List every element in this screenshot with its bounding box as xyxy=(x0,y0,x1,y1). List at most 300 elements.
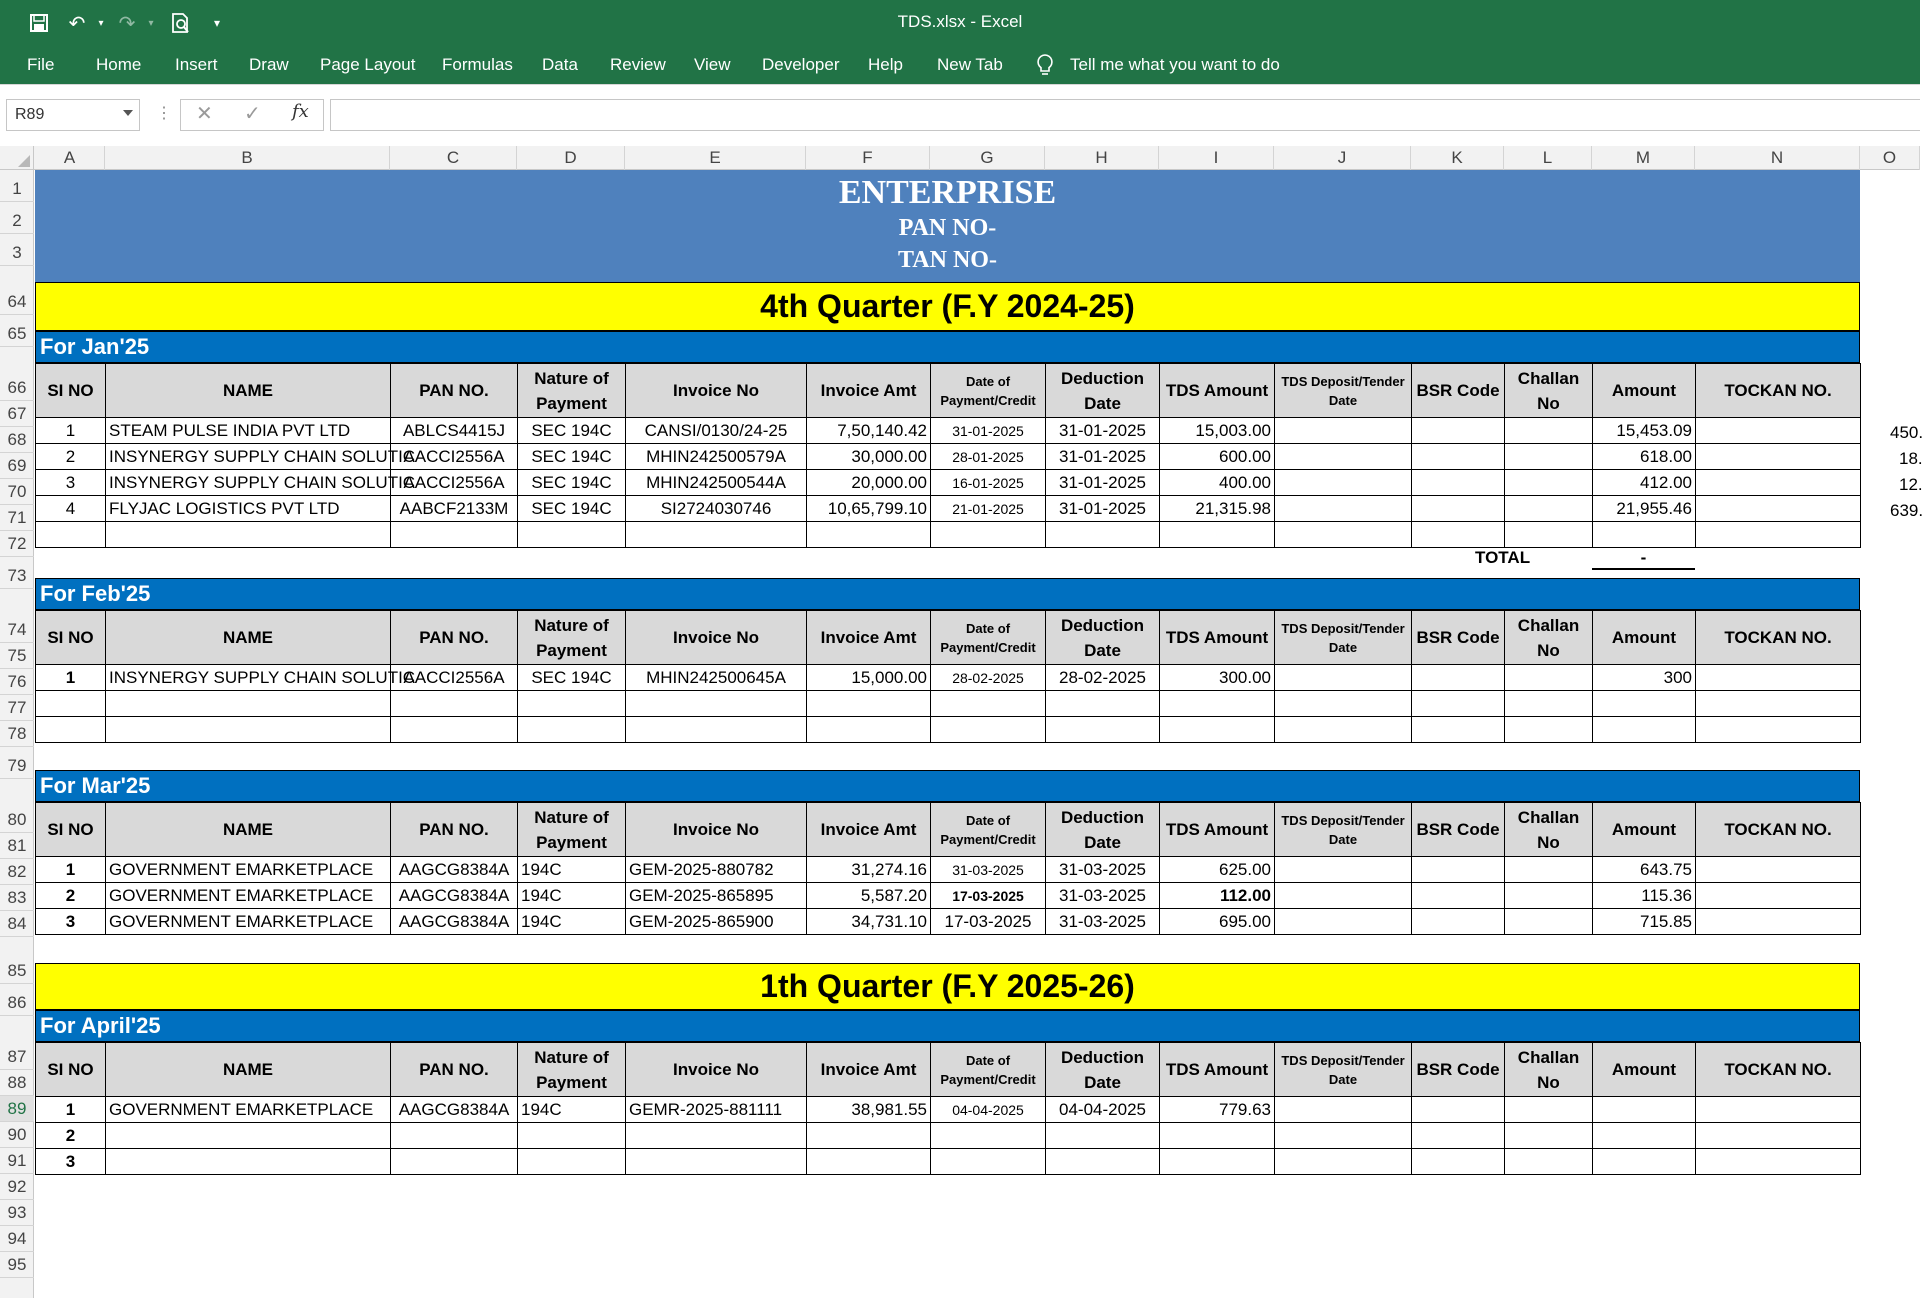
cell-challan-no[interactable] xyxy=(1505,691,1593,717)
cell-date-of-payment[interactable] xyxy=(931,522,1046,548)
cell-deduction-date[interactable]: 31-03-2025 xyxy=(1046,909,1160,935)
cell-date-of-payment[interactable]: 31-01-2025 xyxy=(931,418,1046,444)
month-heading[interactable]: For April'25 xyxy=(35,1010,1860,1042)
customize-toolbar-icon[interactable]: ▾ xyxy=(213,16,221,30)
cell-pan-no[interactable] xyxy=(391,522,518,548)
cell-challan-no[interactable] xyxy=(1505,909,1593,935)
cell-nature-of-payment[interactable]: SEC 194C xyxy=(518,665,626,691)
cell-name[interactable]: FLYJAC LOGISTICS PVT LTD xyxy=(106,496,391,522)
column-header[interactable]: N xyxy=(1695,146,1860,170)
cell-amount[interactable] xyxy=(1593,717,1696,743)
cell-name[interactable] xyxy=(106,1149,391,1175)
cell-bsr-code[interactable] xyxy=(1412,883,1505,909)
cell-tockan-no[interactable] xyxy=(1696,691,1861,717)
cell-deduction-date[interactable] xyxy=(1046,522,1160,548)
cell-amount[interactable]: 412.00 xyxy=(1593,470,1696,496)
column-label-name[interactable]: NAME xyxy=(106,1043,391,1097)
cell-deduction-date[interactable]: 31-01-2025 xyxy=(1046,418,1160,444)
cell-bsr-code[interactable] xyxy=(1412,1097,1505,1123)
cell-si-no[interactable]: 3 xyxy=(36,909,106,935)
cell-amount[interactable]: 643.75 xyxy=(1593,857,1696,883)
row-header[interactable]: 74 xyxy=(0,589,34,643)
row-header[interactable]: 70 xyxy=(0,479,34,505)
cell-invoice-no[interactable] xyxy=(626,522,807,548)
column-header[interactable]: I xyxy=(1159,146,1274,170)
cell-tds-deposit-date[interactable] xyxy=(1275,1097,1412,1123)
overflow-value[interactable]: 12. xyxy=(1899,475,1923,494)
cell-name[interactable]: GOVERNMENT EMARKETPLACE xyxy=(106,909,391,935)
cell-challan-no[interactable] xyxy=(1505,717,1593,743)
cell-invoice-no[interactable] xyxy=(626,691,807,717)
cell-tds-amount[interactable]: 112.00 xyxy=(1160,883,1275,909)
cell-date-of-payment[interactable] xyxy=(931,691,1046,717)
cell-name[interactable]: INSYNERGY SUPPLY CHAIN SOLUTIC xyxy=(106,470,391,496)
cell-nature-of-payment[interactable] xyxy=(518,691,626,717)
cell-amount[interactable]: 15,453.09 xyxy=(1593,418,1696,444)
cell-challan-no[interactable] xyxy=(1505,1149,1593,1175)
row-header[interactable]: 72 xyxy=(0,531,34,557)
column-label-date-of-payment[interactable]: Date of Payment/Credit xyxy=(931,803,1046,857)
cell-amount[interactable] xyxy=(1593,691,1696,717)
cell-pan-no[interactable]: AAGCG8384A xyxy=(391,909,518,935)
cell-invoice-amt[interactable]: 10,65,799.10 xyxy=(807,496,931,522)
cell-invoice-no[interactable]: MHIN242500544A xyxy=(626,470,807,496)
cell-pan-no[interactable] xyxy=(391,717,518,743)
cell-name[interactable] xyxy=(106,1123,391,1149)
cell-tds-amount[interactable]: 400.00 xyxy=(1160,470,1275,496)
column-label-tockan-no[interactable]: TOCKAN NO. xyxy=(1696,611,1861,665)
cell-pan-no[interactable]: AAGCG8384A xyxy=(391,1097,518,1123)
cell-challan-no[interactable] xyxy=(1505,444,1593,470)
select-all-button[interactable] xyxy=(0,146,34,170)
column-label-deduction-date[interactable]: Deduction Date xyxy=(1046,803,1160,857)
cell-deduction-date[interactable]: 28-02-2025 xyxy=(1046,665,1160,691)
cell-tockan-no[interactable] xyxy=(1696,1123,1861,1149)
cell-si-no[interactable]: 1 xyxy=(36,665,106,691)
cell-bsr-code[interactable] xyxy=(1412,691,1505,717)
cell-tds-deposit-date[interactable] xyxy=(1275,1123,1412,1149)
cell-tds-amount[interactable]: 15,003.00 xyxy=(1160,418,1275,444)
column-label-pan-no[interactable]: PAN NO. xyxy=(391,364,518,418)
column-header[interactable]: B xyxy=(105,146,390,170)
cell-name[interactable]: GOVERNMENT EMARKETPLACE xyxy=(106,1097,391,1123)
cell-invoice-amt[interactable]: 7,50,140.42 xyxy=(807,418,931,444)
cell-invoice-amt[interactable]: 38,981.55 xyxy=(807,1097,931,1123)
cell-invoice-no[interactable]: GEM-2025-880782 xyxy=(626,857,807,883)
cell-invoice-no[interactable]: MHIN242500645A xyxy=(626,665,807,691)
cell-tockan-no[interactable] xyxy=(1696,909,1861,935)
row-header[interactable]: 76 xyxy=(0,669,34,695)
cell-tds-deposit-date[interactable] xyxy=(1275,522,1412,548)
cell-amount[interactable] xyxy=(1593,522,1696,548)
tab-help[interactable]: Help xyxy=(868,55,903,74)
cell-bsr-code[interactable] xyxy=(1412,522,1505,548)
cell-challan-no[interactable] xyxy=(1505,883,1593,909)
cell-amount[interactable]: 715.85 xyxy=(1593,909,1696,935)
row-header[interactable]: 92 xyxy=(0,1174,34,1200)
cell-name[interactable]: INSYNERGY SUPPLY CHAIN SOLUTIC xyxy=(106,665,391,691)
column-header[interactable]: M xyxy=(1592,146,1695,170)
row-header[interactable]: 91 xyxy=(0,1148,34,1174)
cell-bsr-code[interactable] xyxy=(1412,909,1505,935)
undo-dropdown-icon[interactable]: ▾ xyxy=(98,17,104,29)
cell-deduction-date[interactable]: 31-01-2025 xyxy=(1046,496,1160,522)
row-header[interactable]: 66 xyxy=(0,347,34,401)
column-label-tds-amount[interactable]: TDS Amount xyxy=(1160,611,1275,665)
cell-tds-amount[interactable]: 600.00 xyxy=(1160,444,1275,470)
cell-tds-amount[interactable] xyxy=(1160,522,1275,548)
cell-bsr-code[interactable] xyxy=(1412,1149,1505,1175)
row-header[interactable]: 83 xyxy=(0,885,34,911)
cell-bsr-code[interactable] xyxy=(1412,717,1505,743)
name-box-dropdown-icon[interactable] xyxy=(123,110,133,116)
cell-amount[interactable]: 115.36 xyxy=(1593,883,1696,909)
row-header[interactable]: 84 xyxy=(0,911,34,937)
column-label-amount[interactable]: Amount xyxy=(1593,364,1696,418)
row-header[interactable]: 89 xyxy=(0,1096,34,1122)
cell-invoice-no[interactable]: GEM-2025-865900 xyxy=(626,909,807,935)
row-header[interactable]: 69 xyxy=(0,453,34,479)
column-label-invoice-amt[interactable]: Invoice Amt xyxy=(807,611,931,665)
column-label-name[interactable]: NAME xyxy=(106,611,391,665)
cell-nature-of-payment[interactable]: SEC 194C xyxy=(518,496,626,522)
row-header[interactable]: 78 xyxy=(0,721,34,747)
tab-view[interactable]: View xyxy=(694,55,731,74)
tab-new-tab[interactable]: New Tab xyxy=(937,55,1003,74)
cell-amount[interactable] xyxy=(1593,1149,1696,1175)
column-label-tds-deposit-date[interactable]: TDS Deposit/Tender Date xyxy=(1275,803,1412,857)
column-header[interactable]: E xyxy=(625,146,806,170)
cell-invoice-no[interactable]: GEM-2025-865895 xyxy=(626,883,807,909)
column-label-bsr-code[interactable]: BSR Code xyxy=(1412,1043,1505,1097)
column-label-tds-deposit-date[interactable]: TDS Deposit/Tender Date xyxy=(1275,364,1412,418)
cancel-icon[interactable]: ✕ xyxy=(196,103,213,125)
overflow-value[interactable]: 18. xyxy=(1899,449,1923,468)
cell-si-no[interactable]: 2 xyxy=(36,883,106,909)
cell-date-of-payment[interactable]: 31-03-2025 xyxy=(931,857,1046,883)
column-label-date-of-payment[interactable]: Date of Payment/Credit xyxy=(931,1043,1046,1097)
row-header[interactable]: 93 xyxy=(0,1200,34,1226)
overflow-value[interactable]: 639. xyxy=(1890,501,1923,520)
row-header[interactable]: 68 xyxy=(0,427,34,453)
tell-me-search[interactable]: Tell me what you want to do xyxy=(1070,55,1280,74)
cell-pan-no[interactable]: AABCF2133M xyxy=(391,496,518,522)
column-label-invoice-amt[interactable]: Invoice Amt xyxy=(807,364,931,418)
cell-tds-deposit-date[interactable] xyxy=(1275,691,1412,717)
cell-date-of-payment[interactable]: 04-04-2025 xyxy=(931,1097,1046,1123)
cell-bsr-code[interactable] xyxy=(1412,1123,1505,1149)
row-header[interactable]: 94 xyxy=(0,1226,34,1252)
cell-si-no[interactable]: 1 xyxy=(36,857,106,883)
column-label-invoice-amt[interactable]: Invoice Amt xyxy=(807,803,931,857)
cell-tds-amount[interactable]: 695.00 xyxy=(1160,909,1275,935)
cell-name[interactable] xyxy=(106,691,391,717)
cell-tds-deposit-date[interactable] xyxy=(1275,470,1412,496)
cell-deduction-date[interactable] xyxy=(1046,1149,1160,1175)
cell-nature-of-payment[interactable]: SEC 194C xyxy=(518,444,626,470)
cell-invoice-amt[interactable] xyxy=(807,691,931,717)
column-header[interactable]: L xyxy=(1504,146,1592,170)
cell-date-of-payment[interactable]: 28-01-2025 xyxy=(931,444,1046,470)
cell-invoice-amt[interactable] xyxy=(807,717,931,743)
cell-tds-deposit-date[interactable] xyxy=(1275,665,1412,691)
tab-file[interactable]: File xyxy=(27,55,55,74)
column-label-challan-no[interactable]: Challan No xyxy=(1505,611,1593,665)
month-heading[interactable]: For Jan'25 xyxy=(35,331,1860,363)
cell-bsr-code[interactable] xyxy=(1412,418,1505,444)
cell-si-no[interactable]: 1 xyxy=(36,1097,106,1123)
cell-pan-no[interactable] xyxy=(391,691,518,717)
column-label-invoice-no[interactable]: Invoice No xyxy=(626,803,807,857)
column-header[interactable]: H xyxy=(1045,146,1159,170)
row-header[interactable]: 67 xyxy=(0,401,34,427)
cell-amount[interactable]: 21,955.46 xyxy=(1593,496,1696,522)
column-header[interactable]: J xyxy=(1274,146,1411,170)
redo-dropdown-icon[interactable]: ▾ xyxy=(148,17,154,29)
cell-name[interactable]: GOVERNMENT EMARKETPLACE xyxy=(106,857,391,883)
cell-invoice-amt[interactable]: 5,587.20 xyxy=(807,883,931,909)
cell-invoice-amt[interactable]: 20,000.00 xyxy=(807,470,931,496)
column-label-deduction-date[interactable]: Deduction Date xyxy=(1046,611,1160,665)
cell-invoice-no[interactable]: GEMR-2025-881111 xyxy=(626,1097,807,1123)
row-header[interactable]: 73 xyxy=(0,557,34,589)
cell-invoice-amt[interactable]: 15,000.00 xyxy=(807,665,931,691)
row-header[interactable]: 65 xyxy=(0,315,34,347)
cell-challan-no[interactable] xyxy=(1505,470,1593,496)
cell-deduction-date[interactable] xyxy=(1046,691,1160,717)
cell-deduction-date[interactable]: 31-01-2025 xyxy=(1046,444,1160,470)
cell-bsr-code[interactable] xyxy=(1412,496,1505,522)
row-header[interactable]: 82 xyxy=(0,859,34,885)
cell-name[interactable]: INSYNERGY SUPPLY CHAIN SOLUTIC xyxy=(106,444,391,470)
column-label-deduction-date[interactable]: Deduction Date xyxy=(1046,364,1160,418)
row-header[interactable]: 88 xyxy=(0,1070,34,1096)
cell-tds-amount[interactable]: 300.00 xyxy=(1160,665,1275,691)
column-label-deduction-date[interactable]: Deduction Date xyxy=(1046,1043,1160,1097)
cell-bsr-code[interactable] xyxy=(1412,857,1505,883)
cell-tockan-no[interactable] xyxy=(1696,717,1861,743)
row-header[interactable]: 80 xyxy=(0,779,34,833)
cell-nature-of-payment[interactable]: SEC 194C xyxy=(518,470,626,496)
column-label-nature-of-payment[interactable]: Nature of Payment xyxy=(518,803,626,857)
cell-pan-no[interactable] xyxy=(391,1123,518,1149)
cell-si-no[interactable]: 2 xyxy=(36,444,106,470)
cell-date-of-payment[interactable]: 17-03-2025 xyxy=(931,883,1046,909)
column-header[interactable]: F xyxy=(806,146,930,170)
tab-data[interactable]: Data xyxy=(542,55,578,74)
row-header[interactable]: 90 xyxy=(0,1122,34,1148)
cell-invoice-no[interactable] xyxy=(626,1123,807,1149)
cell-si-no[interactable]: 1 xyxy=(36,418,106,444)
column-label-bsr-code[interactable]: BSR Code xyxy=(1412,803,1505,857)
month-heading[interactable]: For Mar'25 xyxy=(35,770,1860,802)
cell-tds-amount[interactable]: 779.63 xyxy=(1160,1097,1275,1123)
column-label-bsr-code[interactable]: BSR Code xyxy=(1412,611,1505,665)
cell-date-of-payment[interactable] xyxy=(931,717,1046,743)
column-label-tds-amount[interactable]: TDS Amount xyxy=(1160,364,1275,418)
column-header[interactable]: D xyxy=(517,146,625,170)
cell-nature-of-payment[interactable] xyxy=(518,1149,626,1175)
cell-tockan-no[interactable] xyxy=(1696,444,1861,470)
cell-tds-deposit-date[interactable] xyxy=(1275,909,1412,935)
cell-nature-of-payment[interactable] xyxy=(518,522,626,548)
cell-si-no[interactable] xyxy=(36,522,106,548)
cell-challan-no[interactable] xyxy=(1505,418,1593,444)
cell-invoice-no[interactable] xyxy=(626,717,807,743)
cell-tds-deposit-date[interactable] xyxy=(1275,857,1412,883)
cell-amount[interactable] xyxy=(1593,1097,1696,1123)
column-label-amount[interactable]: Amount xyxy=(1593,611,1696,665)
row-header[interactable]: 2 xyxy=(0,202,34,234)
column-header[interactable]: K xyxy=(1411,146,1504,170)
column-label-challan-no[interactable]: Challan No xyxy=(1505,364,1593,418)
cell-date-of-payment[interactable]: 21-01-2025 xyxy=(931,496,1046,522)
cell-deduction-date[interactable]: 04-04-2025 xyxy=(1046,1097,1160,1123)
cell-tockan-no[interactable] xyxy=(1696,470,1861,496)
cell-tds-amount[interactable]: 625.00 xyxy=(1160,857,1275,883)
cell-invoice-no[interactable]: CANSI/0130/24-25 xyxy=(626,418,807,444)
redo-icon[interactable]: ↷ xyxy=(118,12,136,35)
company-header[interactable] xyxy=(35,170,1860,282)
cell-challan-no[interactable] xyxy=(1505,857,1593,883)
formula-input[interactable] xyxy=(330,99,1920,131)
cell-nature-of-payment[interactable] xyxy=(518,1123,626,1149)
cell-si-no[interactable]: 3 xyxy=(36,1149,106,1175)
total-label[interactable]: TOTAL xyxy=(1475,548,1531,567)
row-header[interactable]: 85 xyxy=(0,937,34,984)
cell-invoice-amt[interactable]: 34,731.10 xyxy=(807,909,931,935)
row-header[interactable]: 71 xyxy=(0,505,34,531)
cell-pan-no[interactable]: ABLCS4415J xyxy=(391,418,518,444)
cell-tockan-no[interactable] xyxy=(1696,665,1861,691)
row-header[interactable]: 3 xyxy=(0,234,34,266)
quarter-title[interactable]: 4th Quarter (F.Y 2024-25) xyxy=(35,282,1860,331)
cell-deduction-date[interactable] xyxy=(1046,717,1160,743)
cell-tockan-no[interactable] xyxy=(1696,522,1861,548)
tab-home[interactable]: Home xyxy=(96,55,142,74)
cell-deduction-date[interactable]: 31-01-2025 xyxy=(1046,470,1160,496)
column-label-tds-deposit-date[interactable]: TDS Deposit/Tender Date xyxy=(1275,1043,1412,1097)
cell-si-no[interactable]: 2 xyxy=(36,1123,106,1149)
tab-draw[interactable]: Draw xyxy=(249,55,289,74)
cell-tds-amount[interactable] xyxy=(1160,691,1275,717)
cell-date-of-payment[interactable] xyxy=(931,1149,1046,1175)
column-label-tockan-no[interactable]: TOCKAN NO. xyxy=(1696,803,1861,857)
column-label-pan-no[interactable]: PAN NO. xyxy=(391,803,518,857)
cell-date-of-payment[interactable] xyxy=(931,1123,1046,1149)
column-label-si-no[interactable]: SI NO xyxy=(36,611,106,665)
cell-tds-amount[interactable] xyxy=(1160,717,1275,743)
cell-tockan-no[interactable] xyxy=(1696,883,1861,909)
cell-tds-deposit-date[interactable] xyxy=(1275,444,1412,470)
cell-bsr-code[interactable] xyxy=(1412,444,1505,470)
cell-tockan-no[interactable] xyxy=(1696,1149,1861,1175)
column-label-invoice-no[interactable]: Invoice No xyxy=(626,364,807,418)
tab-insert[interactable]: Insert xyxy=(175,55,218,74)
cell-bsr-code[interactable] xyxy=(1412,470,1505,496)
column-label-invoice-amt[interactable]: Invoice Amt xyxy=(807,1043,931,1097)
row-header[interactable]: 1 xyxy=(0,170,34,202)
row-header[interactable]: 79 xyxy=(0,747,34,779)
cell-name[interactable]: STEAM PULSE INDIA PVT LTD xyxy=(106,418,391,444)
cell-challan-no[interactable] xyxy=(1505,1097,1593,1123)
column-header[interactable]: O xyxy=(1860,146,1920,170)
cell-pan-no[interactable]: AACCI2556A xyxy=(391,470,518,496)
cell-tockan-no[interactable] xyxy=(1696,857,1861,883)
row-header[interactable]: 77 xyxy=(0,695,34,721)
cell-tds-deposit-date[interactable] xyxy=(1275,496,1412,522)
tab-review[interactable]: Review xyxy=(610,55,666,74)
column-label-nature-of-payment[interactable]: Nature of Payment xyxy=(518,1043,626,1097)
cell-invoice-no[interactable]: MHIN242500579A xyxy=(626,444,807,470)
cell-pan-no[interactable] xyxy=(391,1149,518,1175)
total-value[interactable]: - xyxy=(1592,548,1695,570)
cell-date-of-payment[interactable]: 28-02-2025 xyxy=(931,665,1046,691)
column-label-amount[interactable]: Amount xyxy=(1593,1043,1696,1097)
cell-tds-amount[interactable] xyxy=(1160,1149,1275,1175)
tab-developer[interactable]: Developer xyxy=(762,55,840,74)
cell-pan-no[interactable]: AACCI2556A xyxy=(391,444,518,470)
column-label-challan-no[interactable]: Challan No xyxy=(1505,803,1593,857)
cell-nature-of-payment[interactable]: 194C xyxy=(518,857,626,883)
cell-invoice-amt[interactable] xyxy=(807,1149,931,1175)
cell-date-of-payment[interactable]: 17-03-2025 xyxy=(931,909,1046,935)
column-label-invoice-no[interactable]: Invoice No xyxy=(626,1043,807,1097)
cell-nature-of-payment[interactable]: 194C xyxy=(518,883,626,909)
cell-nature-of-payment[interactable]: 194C xyxy=(518,1097,626,1123)
row-header[interactable]: 81 xyxy=(0,833,34,859)
column-label-nature-of-payment[interactable]: Nature of Payment xyxy=(518,611,626,665)
cell-invoice-amt[interactable]: 30,000.00 xyxy=(807,444,931,470)
cell-nature-of-payment[interactable]: 194C xyxy=(518,909,626,935)
quarter-title[interactable]: 1th Quarter (F.Y 2025-26) xyxy=(35,963,1860,1010)
column-label-pan-no[interactable]: PAN NO. xyxy=(391,611,518,665)
cell-pan-no[interactable]: AAGCG8384A xyxy=(391,883,518,909)
cell-name[interactable] xyxy=(106,717,391,743)
column-label-challan-no[interactable]: Challan No xyxy=(1505,1043,1593,1097)
insert-function-icon[interactable]: fx xyxy=(292,101,309,122)
cell-challan-no[interactable] xyxy=(1505,496,1593,522)
cell-deduction-date[interactable]: 31-03-2025 xyxy=(1046,857,1160,883)
tab-page-layout[interactable]: Page Layout xyxy=(320,55,416,74)
cell-amount[interactable]: 300 xyxy=(1593,665,1696,691)
cell-pan-no[interactable]: AAGCG8384A xyxy=(391,857,518,883)
cell-name[interactable] xyxy=(106,522,391,548)
cell-deduction-date[interactable]: 31-03-2025 xyxy=(1046,883,1160,909)
row-header[interactable]: 75 xyxy=(0,643,34,669)
cell-amount[interactable]: 618.00 xyxy=(1593,444,1696,470)
cell-si-no[interactable] xyxy=(36,691,106,717)
enter-icon[interactable]: ✓ xyxy=(244,103,261,125)
cell-tockan-no[interactable] xyxy=(1696,1097,1861,1123)
cell-tds-deposit-date[interactable] xyxy=(1275,1149,1412,1175)
cell-invoice-no[interactable] xyxy=(626,1149,807,1175)
column-label-invoice-no[interactable]: Invoice No xyxy=(626,611,807,665)
column-label-si-no[interactable]: SI NO xyxy=(36,803,106,857)
column-header[interactable]: G xyxy=(930,146,1045,170)
column-header[interactable]: C xyxy=(390,146,517,170)
column-label-tockan-no[interactable]: TOCKAN NO. xyxy=(1696,364,1861,418)
overflow-value[interactable]: 450. xyxy=(1890,423,1923,442)
cell-tockan-no[interactable] xyxy=(1696,496,1861,522)
column-label-amount[interactable]: Amount xyxy=(1593,803,1696,857)
cell-bsr-code[interactable] xyxy=(1412,665,1505,691)
cell-tds-amount[interactable]: 21,315.98 xyxy=(1160,496,1275,522)
cell-amount[interactable] xyxy=(1593,1123,1696,1149)
cell-challan-no[interactable] xyxy=(1505,522,1593,548)
tab-formulas[interactable]: Formulas xyxy=(442,55,513,74)
month-heading[interactable]: For Feb'25 xyxy=(35,578,1860,610)
